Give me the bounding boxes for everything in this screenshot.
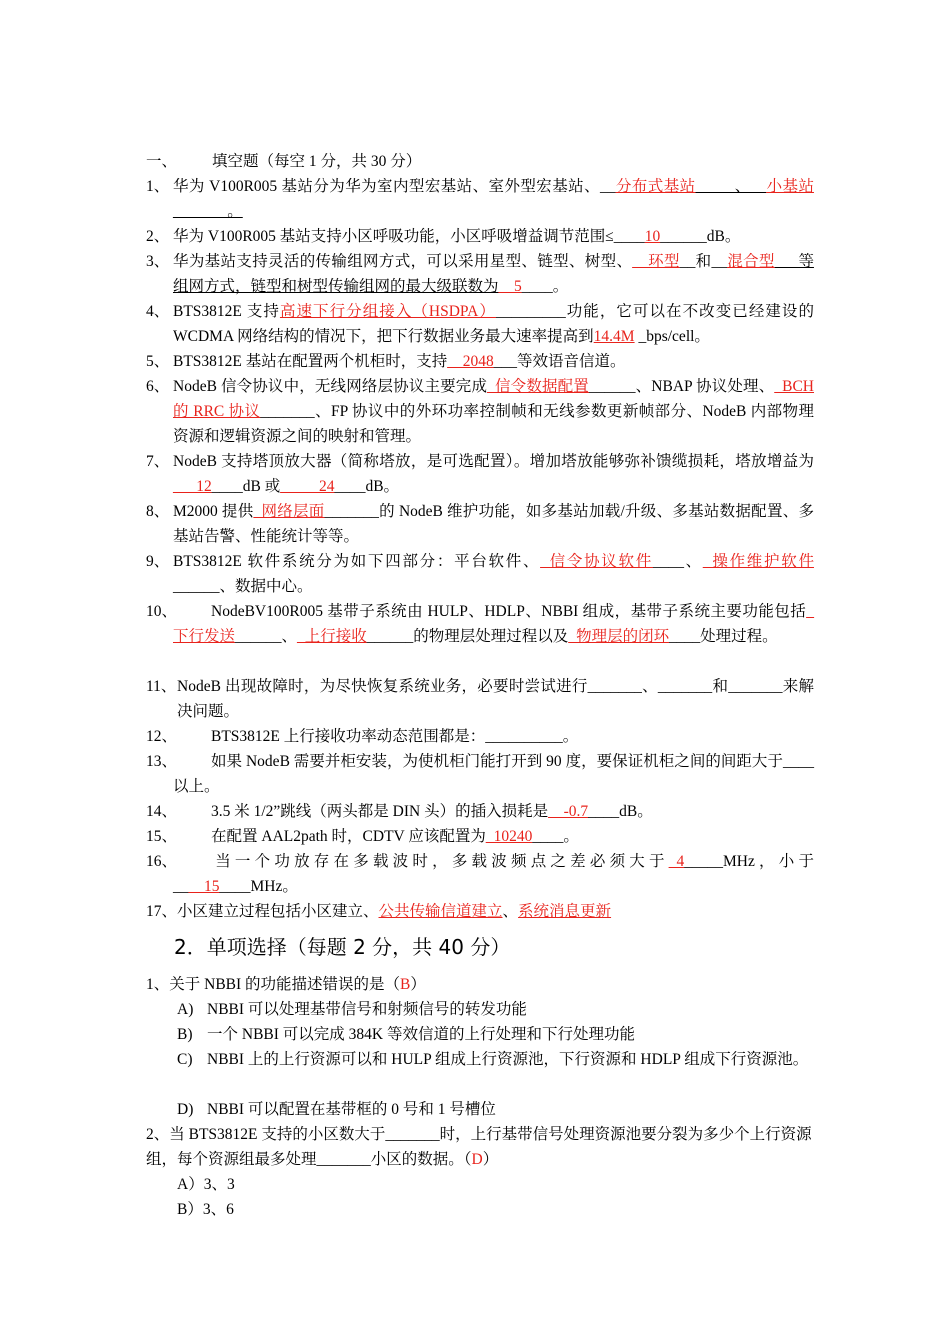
question-number: 13、: [146, 753, 178, 770]
answer-text: 14.4M: [593, 328, 635, 345]
question-14: [146, 799, 814, 824]
answer-text: __5: [498, 278, 522, 295]
answer-text: 混合型: [727, 253, 775, 270]
option-text: 一个 NBBI 可以完成 384K 等效信道的上行处理和下行处理功能: [207, 1026, 635, 1043]
option-text: NBBI 可以处理基带信号和射频信号的转发功能: [207, 1001, 527, 1018]
question-6: [146, 374, 814, 449]
question-text: ____、: [652, 553, 703, 570]
mc-stem: 1、关于 NBBI 的功能描述错误的是（: [146, 976, 401, 993]
question-number: 10、: [146, 603, 178, 620]
question-text: ____MHz。: [219, 878, 298, 895]
question-number: 12、: [146, 728, 178, 745]
question-text: _______、FP 协议中的外环功率控制帧和无线参数更新帧部分、NodeB 内部物理资源和逻辑资源之间的映射和管理。: [173, 403, 814, 445]
option-text: NBBI 可以配置在基带框的 0 号和 1 号槽位: [207, 1101, 496, 1118]
question-text: 当一个功放存在多载波时，多载波频点之差必须大于: [211, 853, 669, 870]
question-13: [146, 749, 814, 799]
question-16: [146, 849, 814, 899]
question-text: 华为 V100R005 基站支持小区呼吸功能，小区呼吸增益调节范围≤____: [173, 228, 645, 245]
question-text: _________功能，它可以在不改变已经建设的 WCDMA 网络结构的情况下，把下行数据业务最大速率提高到: [173, 303, 814, 345]
answer-text: 公共传输信道建立: [378, 903, 503, 920]
answer-text: _4: [668, 853, 685, 870]
question-text: ______、NBAP 协议处理、: [588, 378, 775, 395]
question-text: BTS3812E 支持: [173, 303, 280, 320]
question-text: 华为基站支持灵活的传输组网方式，可以采用星型、链型、树型、: [173, 253, 633, 270]
mc-2-option-a: [177, 1172, 235, 1197]
question-4: [146, 299, 814, 349]
question-8: [146, 499, 814, 549]
question-17: [146, 899, 814, 924]
question-number: 4、: [146, 303, 170, 320]
answer-text: 系统消息更新: [518, 903, 612, 920]
answer-text: _上行接收: [297, 628, 367, 645]
question-9: [146, 549, 814, 599]
mc-2-option-b: [177, 1197, 234, 1222]
question-text: BTS3812E 软件系统分为如下四部分：平台软件、: [173, 553, 541, 570]
question-text: ____dB。: [334, 478, 400, 495]
answer-text: __-0.7: [548, 803, 589, 820]
option-text: 3、6: [202, 1201, 234, 1218]
answer-text: 分布式基站: [615, 178, 696, 195]
answer-text: __2048: [447, 353, 494, 370]
answer-text: _信令数据配置: [487, 378, 589, 395]
question-3: [146, 249, 814, 299]
question-number: 2、: [146, 228, 170, 245]
answer-text: _____24: [280, 478, 335, 495]
mc-1-option-d: [177, 1097, 813, 1122]
answer-text: _信令协议软件: [540, 553, 653, 570]
mc-question-2: [146, 1122, 814, 1172]
mc-question-1: [146, 972, 814, 997]
question-text: 3.5 米 1/2”跳线（两头都是 DIN 头）的插入损耗是: [211, 803, 549, 820]
question-7: [146, 449, 814, 499]
question-number: 9、: [146, 553, 170, 570]
question-text: ______、: [235, 628, 298, 645]
answer-text: _BCH 的 RRC 协议: [173, 378, 814, 420]
question-number: 6、: [146, 378, 170, 395]
question-11: [146, 674, 814, 724]
question-number: 5、: [146, 353, 170, 370]
question-text: _____MHz，小于__: [173, 853, 814, 895]
mc-stem: 2、当 BTS3812E 支持的小区数大于_______时，上行基带信号处理资源池要分裂为多少个上行资源组，每个资源组最多处理_______小区的数据。（: [146, 1126, 812, 1168]
question-text: 在配置 AAL2path 时，CDTV 应该配置为: [211, 828, 486, 845]
question-1: [146, 174, 814, 224]
section-1-title: [146, 149, 806, 174]
question-number: 11、: [146, 678, 177, 695]
question-text: ____dB。: [588, 803, 653, 820]
question-number: 15、: [146, 828, 178, 845]
mc-stem-end: ）: [410, 976, 426, 993]
question-number: 7、: [146, 453, 170, 470]
section-2-title: 2．单项选择（每题 2 分，共 40 分）: [174, 935, 511, 959]
mc-1-option-c: [177, 1047, 813, 1072]
blank-text: _____、__: [695, 178, 767, 195]
answer-text: __环型: [632, 253, 680, 270]
question-text: ___等组网方式，链型和树型传输组网的最大级联数为: [173, 253, 814, 295]
blank-text: _______。: [173, 203, 243, 220]
answer-text: 10: [644, 228, 661, 245]
question-text: 华为 V100R005 基站分为华为室内型宏基站、室外型宏基站、__: [173, 178, 616, 195]
option-label: A): [177, 1001, 194, 1018]
question-5: [146, 349, 814, 374]
question-text: NodeB 信令协议中，无线网络层协议主要完成: [173, 378, 488, 395]
answer-text: _10240: [485, 828, 533, 845]
option-label: B): [177, 1026, 193, 1043]
question-text: NodeBV100R005 基带子系统由 HULP、HDLP、NBBI 组成，基带子系统主要功能包括: [211, 603, 807, 620]
answer-text: 小基站: [766, 178, 814, 195]
mc-answer: B: [400, 976, 411, 993]
question-text: ______、数据中心。: [173, 578, 313, 595]
question-text: _______的 NodeB 维护功能，如多基站加载/升级、多基站数据配置、多基站告警、性能统计等等。: [173, 503, 814, 545]
question-12: [146, 724, 814, 749]
mc-1-option-b: [177, 1022, 813, 1047]
question-text: __和__: [679, 253, 727, 270]
answer-text: _物理层的闭环: [568, 628, 670, 645]
question-text: NodeB 出现故障时，为尽快恢复系统业务，必要时尝试进行_______、_______和_______来解决问题。: [177, 678, 814, 720]
question-text: BTS3812E 基站在配置两个机柜时，支持: [173, 353, 448, 370]
question-text: M2000 提供: [173, 503, 254, 520]
question-number: 17、: [146, 903, 178, 920]
question-15: [146, 824, 814, 849]
answer-text: ___12: [173, 478, 212, 495]
answer-text: 高速下行分组接入（HSDPA）: [279, 303, 496, 320]
question-text: ____处理过程。: [669, 628, 778, 645]
question-number: 16、: [146, 853, 178, 870]
question-text: 小区建立过程包括小区建立、: [177, 903, 379, 920]
question-number: 3、: [146, 253, 170, 270]
option-text: NBBI 上的上行资源可以和 HULP 组成上行资源池，下行资源和 HDLP 组成下行资源池。: [207, 1051, 809, 1068]
section-1-title-text: 填空题（每空 1 分，共 30 分）: [212, 153, 422, 170]
question-2: [146, 224, 814, 249]
option-label: A）: [177, 1176, 204, 1193]
option-text: 3、3: [203, 1176, 235, 1193]
option-label: C): [177, 1051, 193, 1068]
question-text: _bps/cell。: [634, 328, 710, 345]
mc-answer: D: [471, 1151, 483, 1168]
question-number: 1、: [146, 178, 170, 195]
answer-text: __15: [188, 878, 220, 895]
blank-text: ______dB。: [660, 228, 741, 245]
question-text: 、: [502, 903, 519, 920]
answer-text: _网络层面: [253, 503, 325, 520]
mc-1-option-a: [177, 997, 813, 1022]
blank-text: ____。: [521, 278, 569, 295]
option-label: D): [177, 1101, 194, 1118]
mc-stem-end: ）: [482, 1151, 499, 1168]
question-text: BTS3812E 上行接收功率动态范围都是：__________。: [211, 728, 579, 745]
option-label: B）: [177, 1201, 203, 1218]
question-text: ___等效语音信道。: [493, 353, 626, 370]
question-text: ____dB 或: [211, 478, 281, 495]
answer-text: _下行发送: [173, 603, 814, 645]
question-text: NodeB 支持塔顶放大器（简称塔放，是可选配置）。增加塔放能够弥补馈缆损耗，塔放增益为: [173, 453, 814, 470]
section-1-number: 一、: [146, 153, 178, 170]
question-text: ______的物理层处理过程以及: [366, 628, 569, 645]
question-10: [146, 599, 814, 649]
question-number: 8、: [146, 503, 170, 520]
question-number: 14、: [146, 803, 178, 820]
answer-text: _操作维护软件: [702, 553, 814, 570]
question-text: 如果 NodeB 需要并柜安装，为使机柜门能打开到 90 度，要保证机柜之间的间距大于____以上。: [173, 753, 814, 795]
question-text: ____。: [532, 828, 579, 845]
